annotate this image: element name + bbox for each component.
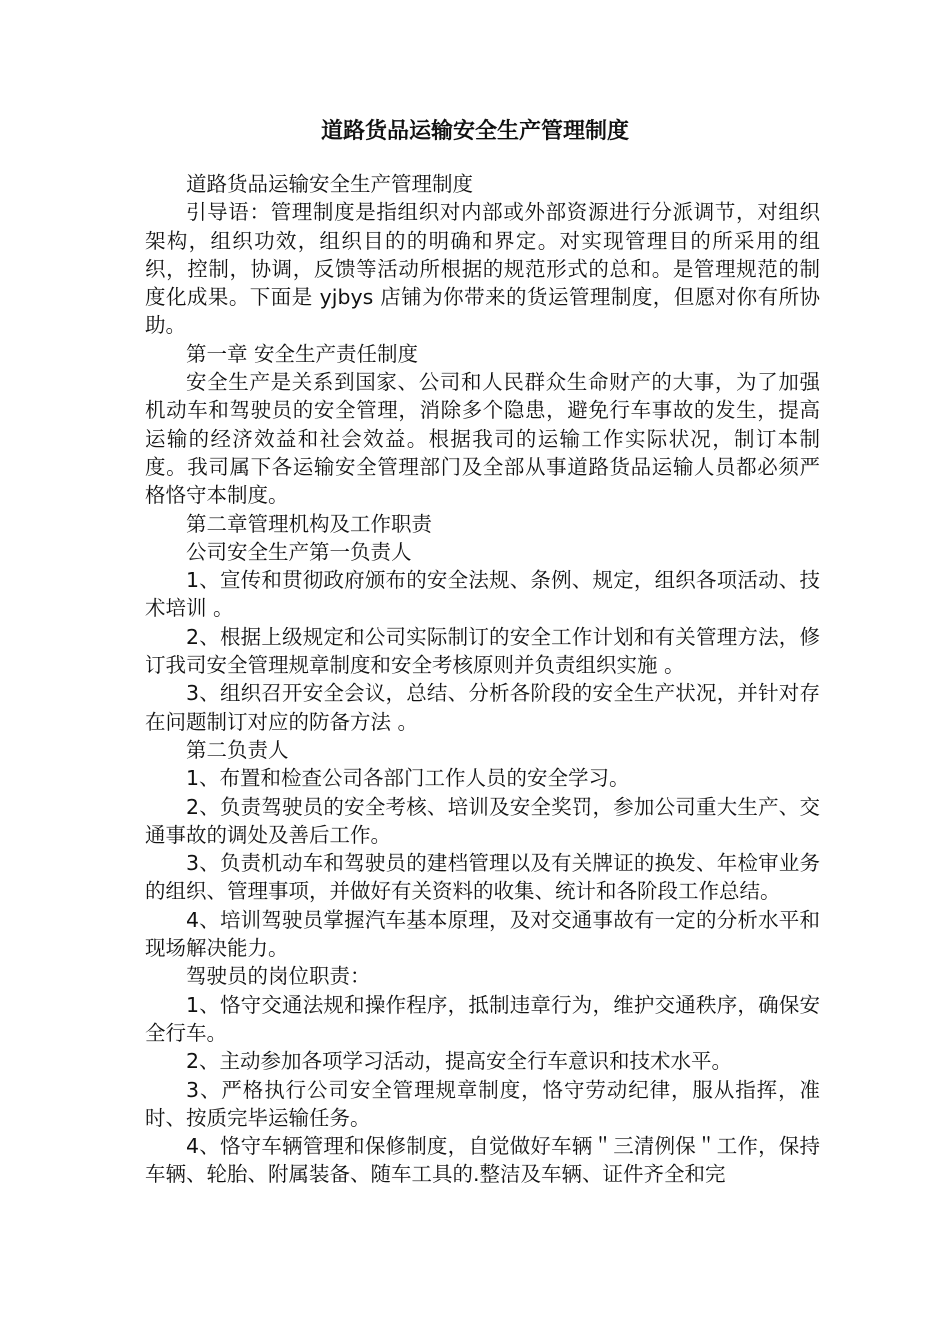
list-item: 4、培训驾驶员掌握汽车基本原理，及对交通事故有一定的分析水平和现场解决能力。 [145, 907, 820, 961]
list-item: 3、严格执行公司安全管理规章制度，恪守劳动纪律，服从指挥，准时、按质完毕运输任务。 [145, 1077, 820, 1130]
list-item: 3、组织召开安全会议，总结、分析各阶段的安全生产状况，并针对存在问题制订对应的防备方法 。 [145, 681, 820, 734]
list-item: 4、恪守车辆管理和保修制度，自觉做好车辆＂三清例保＂工作，保持车辆、轮胎、附属装备、随车工具的.整洁及车辆、证件齐全和完 [145, 1134, 820, 1187]
section-heading: 驾驶员的岗位职责： [186, 964, 371, 989]
list-item: 2、主动参加各项学习活动，提高安全行车意识和技术水平。 [186, 1049, 733, 1074]
list-item: 2、根据上级规定和公司实际制订的安全工作计划和有关管理方法，修订我司安全管理规章制度和安全考核原则并负责组织实施 。 [145, 624, 820, 678]
list-item: 3、负责机动车和驾驶员的建档管理以及有关牌证的换发、年检审业务的组织、管理事项，并做好有关资料的收集、统计和各阶段工作总结。 [145, 851, 820, 904]
paragraph-subtitle: 道路货品运输安全生产管理制度 [186, 172, 473, 196]
chapter-heading-1: 第一章 安全生产责任制度 [186, 341, 419, 366]
list-item: 1、宣传和贯彻政府颁布的安全法规、条例、规定，组织各项活动、技术培训 。 [145, 568, 820, 621]
list-item: 1、恪守交通法规和操作程序，抵制违章行为，维护交通秩序，确保安全行车。 [145, 992, 820, 1045]
document-title: 道路货品运输安全生产管理制度 [320, 119, 629, 144]
paragraph: 安全生产是关系到国家、公司和人民群众生命财产的大事，为了加强机动车和驾驶员的安全管理，消除多个隐患，避免行车事故的发生，提高运输的经济效益和社会效益。根据我司的运输工作实际状况，制订本制度。我司属下各运输安全管理部门及全部从事道路货品运输人员都必须严格恪守本制度。 [145, 370, 820, 508]
chapter-heading-2: 第二章管理机构及工作职责 [186, 511, 432, 536]
section-heading: 公司安全生产第一负责人 [186, 539, 412, 564]
list-item: 2、负责驾驶员的安全考核、培训及安全奖罚，参加公司重大生产、交通事故的调处及善后工作。 [145, 794, 820, 847]
document-body [145, 170, 820, 1189]
list-item: 1、布置和检查公司各部门工作人员的安全学习。 [186, 766, 630, 791]
section-heading: 第二负责人 [186, 737, 289, 762]
paragraph-intro: 引导语：管理制度是指组织对内部或外部资源进行分派调节，对组织架构，组织功效，组织目的的明确和界定。对实现管理目的所采用的组织，控制，协调，反馈等活动所根据的规范形式的总和。是管理规范的制度化成果。下面是 yjbys 店铺为你带来的货运管理制度，但愿对你有所协助。 [145, 200, 820, 338]
